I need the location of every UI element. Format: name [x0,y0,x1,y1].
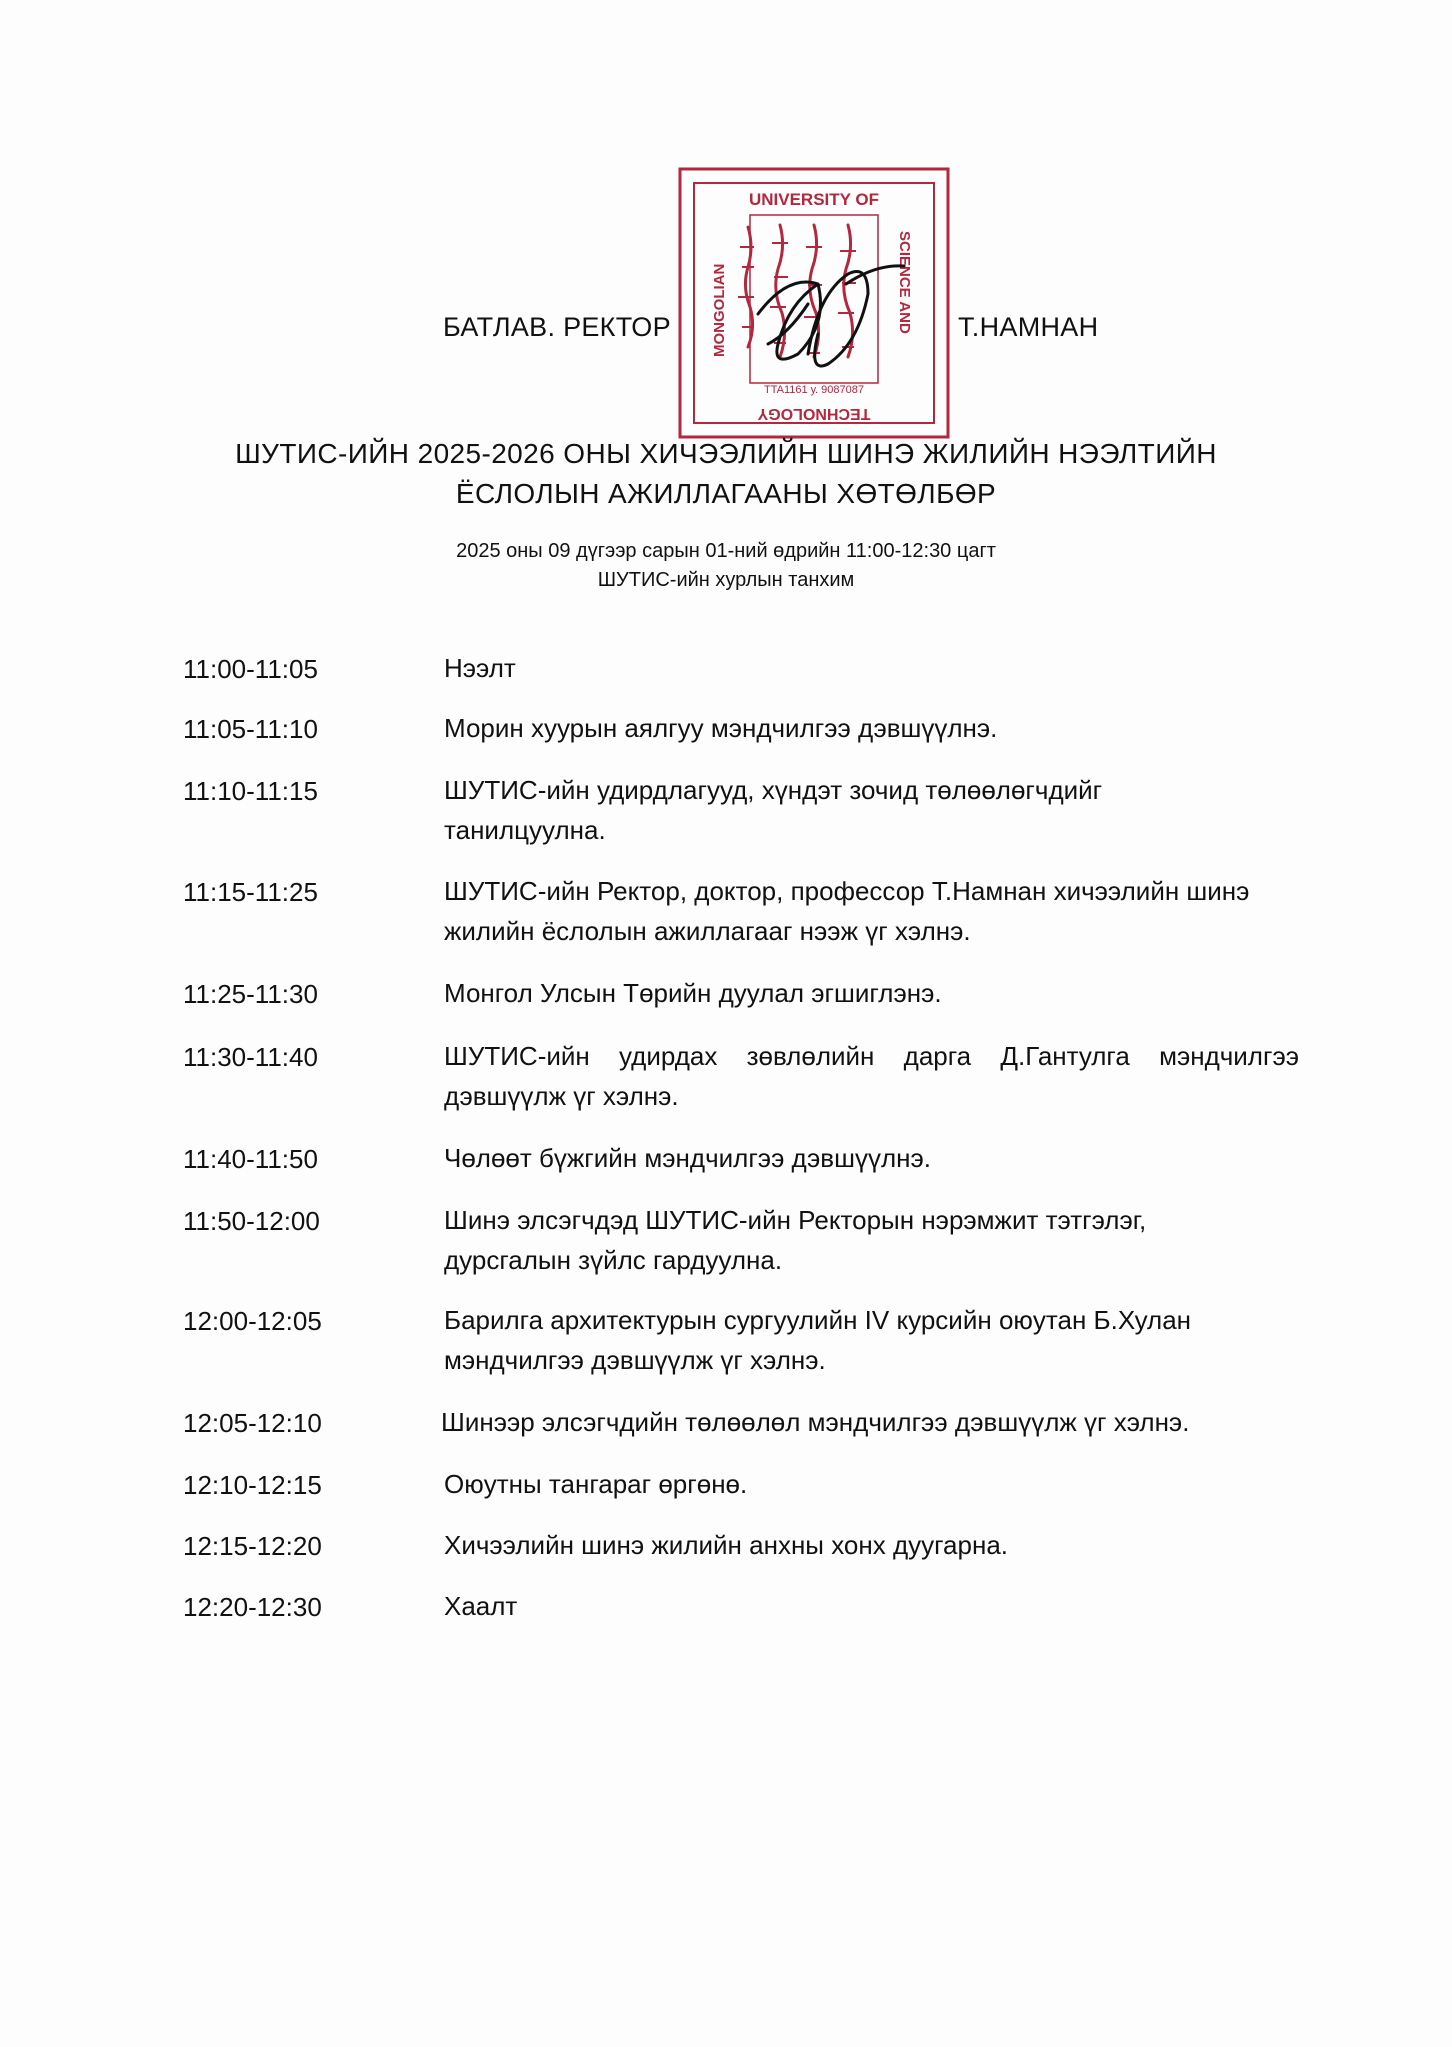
seal-left-text: MONGOLIAN [711,263,728,357]
agenda-time: 12:00-12:05 [183,1306,322,1336]
seal-right-text: SCIENCE AND [896,231,913,334]
document-title-line-1: ШУТИС-ИЙН 2025-2026 ОНЫ ХИЧЭЭЛИЙН ШИНЭ ЖИЛИЙН НЭЭЛТИЙН [235,438,1217,469]
agenda-item: Хаалт [444,1591,518,1621]
event-date-time: 2025 оны 09 дүгээр сарын 01-ний өдрийн 11:00-12:30 цагт [456,540,996,562]
agenda-time: 11:30-11:40 [183,1042,318,1072]
agenda-time: 11:00-11:05 [183,654,318,684]
document-title-line-2: ЁСЛОЛЫН АЖИЛЛАГААНЫ ХӨТӨЛБӨР [455,478,997,509]
agenda-item: ШУТИС-ийн удирдах зөвлөлийн дарга Д.Гантулга мэндчилгээ дэвшүүлж үг хэлнэ. [444,1041,1299,1111]
agenda-time: 11:50-12:00 [183,1206,320,1236]
seal-bottom-text: TECHNOLOGY [757,405,871,422]
agenda-item: Оюутны тангараг өргөнө. [444,1469,748,1499]
rector-name: Т.НАМНАН [958,312,1099,342]
agenda-time: 11:25-11:30 [183,979,318,1009]
agenda-item: Шинэ элсэгчдэд ШУТИС-ийн Ректорын нэрэмжит тэтгэлэг, дурсгалын зүйлс гардуулна. [444,1205,1147,1275]
agenda-time: 11:40-11:50 [183,1144,318,1174]
seal-top-text: UNIVERSITY OF [748,190,880,209]
agenda-item: Нээлт [444,653,516,683]
event-location: ШУТИС-ийн хурлын танхим [597,569,855,591]
seal-registration-text: TTA1161 у. 9087087 [763,384,865,396]
agenda-time: 11:15-11:25 [183,877,318,907]
agenda-item: Барилга архитектурын сургуулийн IV курсийн оюутан Б.Хулан мэндчилгээ дэвшүүлж үг хэлнэ. [444,1305,1192,1375]
agenda-item: Морин хуурын аялгуу мэндчилгээ дэвшүүлнэ. [444,713,998,743]
agenda-item: Хичээлийн шинэ жилийн анхны хонх дуугарна. [444,1530,1009,1560]
agenda-time: 12:05-12:10 [183,1408,322,1438]
agenda-item: Монгол Улсын Төрийн дуулал эгшиглэнэ. [444,978,942,1008]
agenda-time: 11:10-11:15 [183,776,318,806]
agenda-item: ШУТИС-ийн удирдлагууд, хүндэт зочид төлөөлөгчдийг танилцуулна. [444,775,1103,845]
agenda-time: 12:15-12:20 [183,1531,322,1561]
agenda-time: 12:10-12:15 [183,1470,322,1500]
agenda-item: Чөлөөт бүжгийн мэндчилгээ дэвшүүлнэ. [444,1143,931,1173]
approval-label: БАТЛАВ. РЕКТОР [443,312,671,342]
agenda-time: 11:05-11:10 [183,714,318,744]
agenda-time: 12:20-12:30 [183,1592,322,1622]
agenda-item: ШУТИС-ийн Ректор, доктор, профессор Т.Намнан хичээлийн шинэ жилийн ёслолын ажиллагааг нээж үг хэлнэ. [444,876,1250,946]
agenda-item: Шинээр элсэгчдийн төлөөлөл мэндчилгээ дэвшүүлж үг хэлнэ. [441,1407,1190,1437]
rector-signature [748,254,908,374]
